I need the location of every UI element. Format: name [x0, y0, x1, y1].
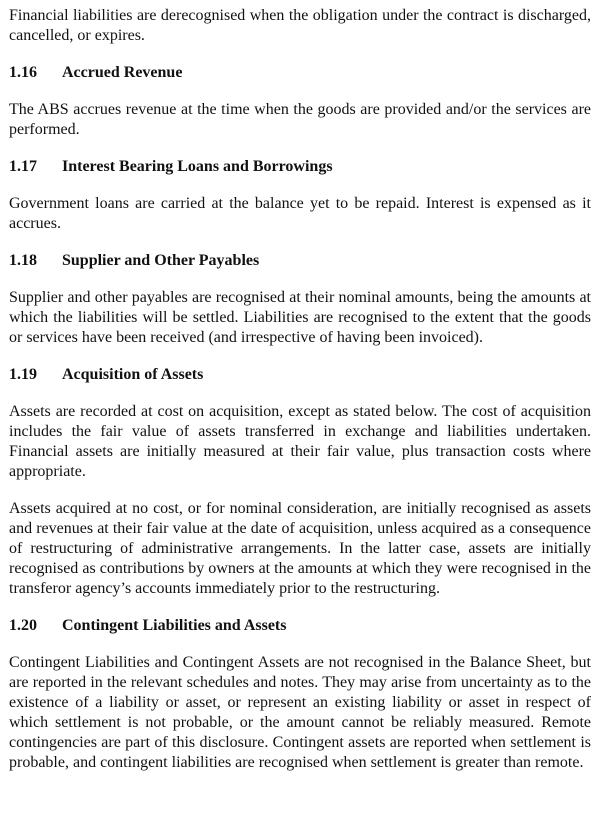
paragraph-financial-liabilities: Financial liabilities are derecognised when the obligation under the contract is discharged, cancelled, or expires.	[9, 7, 591, 44]
section-title: Contingent Liabilities and Assets	[62, 617, 287, 634]
paragraph-assets-no-cost: Assets acquired at no cost, or for nominal consideration, are initially recognised as assets and revenues at their fair value at the date of acquisition, unless acquired as a consequence of restructuring of administrative arrangements. In the latter case, assets are initially recognised as contributions by owners at the amounts at which they were recognised in the transferor agency’s accounts immediately prior to the restructuring.	[9, 500, 591, 597]
section-heading-1-16	[9, 63, 591, 83]
paragraph-government-loans: Government loans are carried at the balance yet to be repaid. Interest is expensed as it accrues.	[9, 195, 591, 232]
section-number: 1.20	[9, 617, 37, 634]
section-title: Interest Bearing Loans and Borrowings	[62, 158, 333, 175]
paragraph-assets-cost: Assets are recorded at cost on acquisition, except as stated below. The cost of acquisition includes the fair value of assets transferred in exchange and liabilities undertaken. Financial assets are initially measured at their fair value, plus transaction costs where appropriate.	[9, 403, 591, 480]
paragraph-accrued-revenue: The ABS accrues revenue at the time when the goods are provided and/or the services are performed.	[9, 101, 591, 138]
section-title: Supplier and Other Payables	[62, 252, 260, 269]
section-heading-1-19	[9, 365, 591, 385]
paragraph-supplier-payables: Supplier and other payables are recognised at their nominal amounts, being the amounts at which the liabilities will be settled. Liabilities are recognised to the extent that the goods or services have been received (and irrespective of having been invoiced).	[9, 289, 591, 346]
section-number: 1.16	[9, 64, 37, 81]
section-heading-1-17	[9, 157, 591, 177]
section-title: Acquisition of Assets	[62, 366, 204, 383]
section-number: 1.18	[9, 252, 37, 269]
paragraph-contingent-liabilities: Contingent Liabilities and Contingent Assets are not recognised in the Balance Sheet, but are reported in the relevant schedules and notes. They may arise from uncertainty as to the existence of a liability or asset, or represent an existing liability or asset in respect of which settlement is not probable, or the amount cannot be reliably measured. Remote contingencies are part of this disclosure. Contingent assets are reported when settlement is probable, and contingent liabilities are recognised when settlement is greater than remote.	[9, 654, 591, 771]
section-heading-1-18	[9, 251, 591, 271]
section-number: 1.17	[9, 158, 37, 175]
section-heading-1-20	[9, 616, 591, 636]
section-number: 1.19	[9, 366, 37, 383]
section-title: Accrued Revenue	[62, 64, 183, 81]
